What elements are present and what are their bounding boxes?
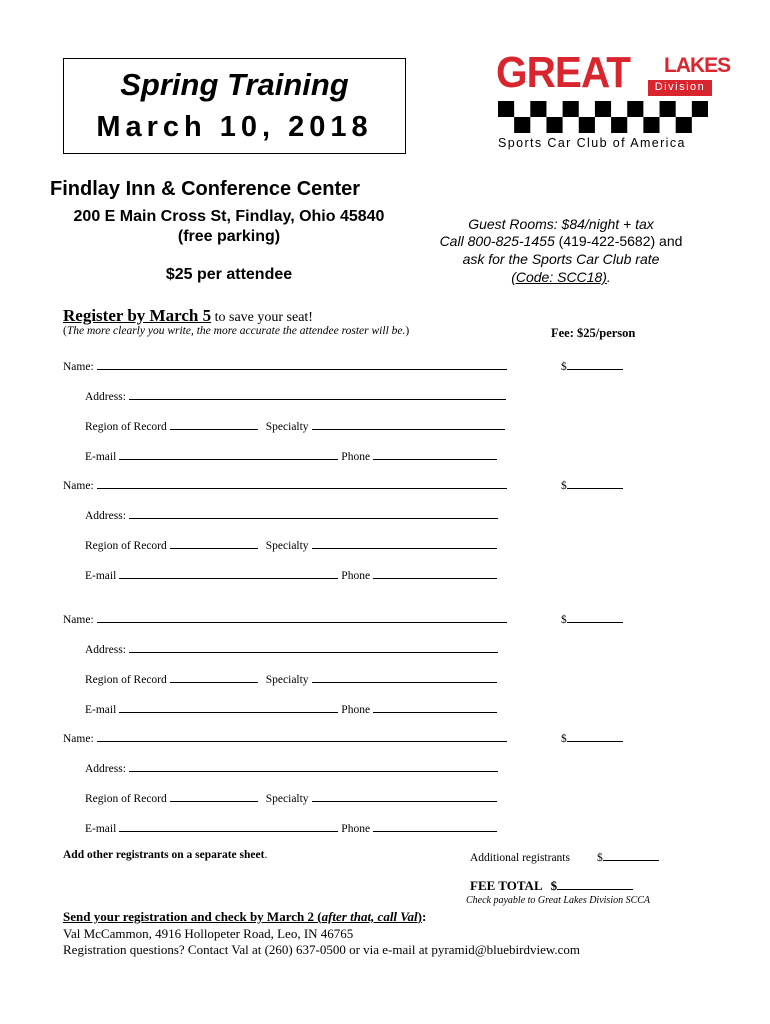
- phone-blank-2[interactable]: [373, 567, 497, 579]
- guest-rooms-instruction: ask for the Sports Car Club rate: [462, 251, 660, 267]
- checker-square: [676, 117, 692, 133]
- registrant-3-address-row: [85, 641, 498, 656]
- phone-label-1: Phone: [341, 451, 371, 463]
- fee-total: [470, 878, 633, 894]
- checkered-flag-icon: [498, 101, 708, 133]
- checker-square: [514, 117, 530, 133]
- logo-division-text: Division: [654, 81, 706, 93]
- fee-blank-4[interactable]: [567, 730, 623, 742]
- registrant-1-fee: [561, 358, 623, 373]
- guest-rooms-code-end: .: [606, 269, 611, 285]
- address-blank-3[interactable]: [129, 641, 498, 653]
- specialty-blank-3[interactable]: [312, 671, 497, 683]
- email-blank-2[interactable]: [119, 567, 338, 579]
- region-blank-3[interactable]: [170, 671, 258, 683]
- name-label-1: Name:: [63, 361, 94, 373]
- name-blank-4[interactable]: [97, 730, 507, 742]
- register-deadline: [63, 306, 313, 326]
- registrant-3-fee: [561, 611, 623, 626]
- send-colon: :: [421, 909, 427, 924]
- registrant-3-email-row: [85, 701, 497, 716]
- email-label-3: E-mail: [85, 704, 117, 716]
- specialty-blank-4[interactable]: [312, 790, 497, 802]
- send-registration-underlined: [63, 909, 422, 924]
- add-other-note: [63, 849, 267, 861]
- region-blank-2[interactable]: [170, 537, 258, 549]
- great-lakes-logo: [494, 48, 731, 154]
- region-label-2: Region of Record: [85, 540, 167, 552]
- send-suffix: ): [417, 909, 422, 924]
- checker-square: [546, 117, 562, 133]
- guest-rooms-phone-primary: Call 800-825-1455: [439, 233, 555, 249]
- fee-dollar-sign-3: $: [561, 614, 567, 626]
- checker-square: [498, 101, 514, 117]
- registrant-2-email-row: [85, 567, 497, 582]
- specialty-blank-1[interactable]: [312, 418, 505, 430]
- checker-square: [563, 101, 579, 117]
- email-label-1: E-mail: [85, 451, 117, 463]
- name-label-3: Name:: [63, 614, 94, 626]
- contact-questions: Registration questions? Contact Val at (260) 637-0500 or via e-mail at pyramid@bluebirdview.com: [63, 942, 581, 957]
- registrant-4-email-row: [85, 820, 497, 835]
- registrant-4-address-row: [85, 760, 498, 775]
- registrant-2-address-row: [85, 507, 498, 522]
- phone-label-3: Phone: [341, 704, 371, 716]
- fee-blank-2[interactable]: [567, 477, 623, 489]
- checker-square: [530, 101, 546, 117]
- registrant-4-name-row: [63, 730, 507, 745]
- checker-square: [611, 117, 627, 133]
- address-blank-4[interactable]: [129, 760, 498, 772]
- guest-rooms-code-value: (Code: SCC18): [511, 269, 607, 285]
- registrant-1-name-row: [63, 358, 507, 373]
- name-blank-2[interactable]: [97, 477, 507, 489]
- attendee-price: $25 per attendee: [165, 266, 293, 283]
- region-label-1: Region of Record: [85, 421, 167, 433]
- register-deadline-bold: Register by March 5: [63, 306, 212, 325]
- add-other-text: Add other registrants on a separate sheet: [63, 849, 265, 861]
- specialty-label-1: Specialty: [265, 421, 309, 433]
- registrant-4-region-row: [85, 790, 497, 805]
- guest-rooms-phone: [420, 233, 702, 249]
- name-label-4: Name:: [63, 733, 94, 745]
- mailing-address: Val McCammon, 4916 Hollopeter Road, Leo, IN 46765: [63, 926, 354, 941]
- address-label-4: Address:: [85, 763, 126, 775]
- specialty-label-3: Specialty: [265, 674, 309, 686]
- logo-org-text: Sports Car Club of America: [498, 136, 686, 150]
- additional-amount-blank[interactable]: [603, 849, 659, 861]
- address-blank-1[interactable]: [129, 388, 506, 400]
- email-blank-4[interactable]: [119, 820, 338, 832]
- phone-blank-3[interactable]: [373, 701, 497, 713]
- registrant-2-region-row: [85, 537, 497, 552]
- checker-square: [643, 117, 659, 133]
- additional-registrants: [470, 849, 659, 864]
- region-label-4: Region of Record: [85, 793, 167, 805]
- register-deadline-rest: to save your seat!: [211, 310, 313, 325]
- register-note-text: The more clearly you write, the more accurate the attendee roster will be.: [66, 325, 406, 337]
- email-label-2: E-mail: [85, 570, 117, 582]
- logo-lakes-text: LAKES: [664, 54, 731, 77]
- fee-total-dollar-sign: $: [550, 878, 558, 893]
- venue-name: Findlay Inn & Conference Center: [50, 178, 361, 200]
- email-blank-3[interactable]: [119, 701, 338, 713]
- send-registration: [63, 909, 426, 925]
- fee-total-label: FEE TOTAL: [470, 878, 543, 893]
- region-blank-1[interactable]: [170, 418, 258, 430]
- venue-address: 200 E Main Cross St, Findlay, Ohio 45840: [73, 208, 385, 225]
- registrant-1-email-row: [85, 448, 497, 463]
- address-label-2: Address:: [85, 510, 126, 522]
- title-box: [63, 58, 406, 154]
- name-blank-1[interactable]: [97, 358, 507, 370]
- guest-rooms-code: [420, 269, 702, 285]
- additional-registrants-label: Additional registrants: [470, 852, 570, 864]
- phone-label-2: Phone: [341, 570, 371, 582]
- logo-great-text: GREAT: [496, 48, 631, 97]
- address-blank-2[interactable]: [129, 507, 498, 519]
- registrant-3-name-row: [63, 611, 507, 626]
- specialty-label-2: Specialty: [265, 540, 309, 552]
- specialty-blank-2[interactable]: [312, 537, 497, 549]
- register-note: (The more clearly you write, the more accurate the attendee roster will be.): [63, 325, 410, 337]
- fee-per-person: Fee: $25/person: [551, 326, 636, 340]
- guest-rooms-rate: Guest Rooms: $84/night + tax: [468, 216, 654, 232]
- email-label-4: E-mail: [85, 823, 117, 835]
- region-blank-4[interactable]: [170, 790, 258, 802]
- fee-dollar-sign-4: $: [561, 733, 567, 745]
- specialty-label-4: Specialty: [265, 793, 309, 805]
- registrant-2-fee: [561, 477, 623, 492]
- checker-square: [595, 101, 611, 117]
- registrant-2-name-row: [63, 477, 507, 492]
- fee-dollar-sign-1: $: [561, 361, 567, 373]
- registrant-1-address-row: [85, 388, 506, 403]
- registrant-4-fee: [561, 730, 623, 745]
- address-label-3: Address:: [85, 644, 126, 656]
- additional-dollar-sign: $: [596, 852, 603, 864]
- add-other-end: .: [264, 849, 268, 861]
- address-label-1: Address:: [85, 391, 126, 403]
- fee-dollar-sign-2: $: [561, 480, 567, 492]
- name-blank-3[interactable]: [97, 611, 507, 623]
- venue-parking: (free parking): [177, 228, 281, 245]
- email-blank-1[interactable]: [119, 448, 338, 460]
- region-label-3: Region of Record: [85, 674, 167, 686]
- send-prefix: Send your registration and check by March 2 (: [63, 909, 322, 924]
- fee-blank-1[interactable]: [567, 358, 623, 370]
- registrant-3-region-row: [85, 671, 497, 686]
- fee-total-blank[interactable]: [557, 878, 633, 890]
- checker-square: [692, 101, 708, 117]
- name-label-2: Name:: [63, 480, 94, 492]
- phone-label-4: Phone: [341, 823, 371, 835]
- check-payable-note: Check payable to Great Lakes Division SCCA: [466, 895, 651, 906]
- checker-square: [660, 101, 676, 117]
- logo-division-badge: [648, 80, 712, 96]
- event-title: Spring Training: [120, 67, 349, 102]
- checker-square: [627, 101, 643, 117]
- guest-rooms-phone-alt: (419-422-5682) and: [554, 233, 683, 249]
- registrant-1-region-row: [85, 418, 505, 433]
- event-date: March 10, 2018: [96, 111, 373, 143]
- fee-blank-3[interactable]: [567, 611, 623, 623]
- send-italic: after that, call Val: [321, 909, 418, 924]
- phone-blank-1[interactable]: [373, 448, 497, 460]
- phone-blank-4[interactable]: [373, 820, 497, 832]
- checker-square: [579, 117, 595, 133]
